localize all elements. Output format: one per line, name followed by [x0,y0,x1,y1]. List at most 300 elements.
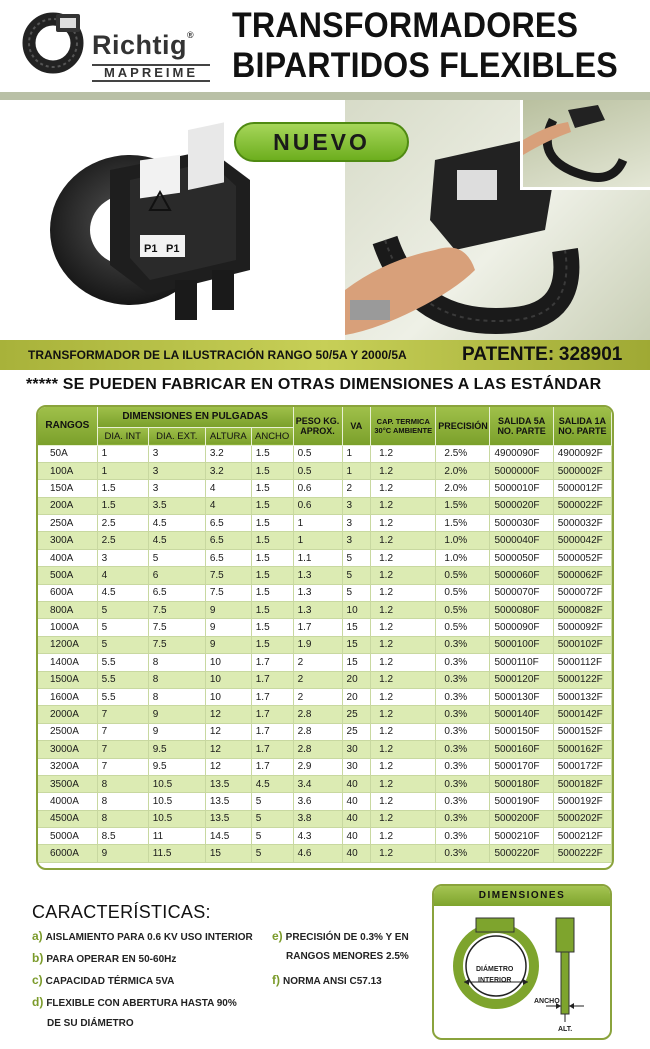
table-cell: 1 [293,532,342,549]
table-cell: 800A [38,602,97,619]
table-cell: 0.5% [436,619,490,636]
table-cell: 5 [342,549,371,566]
brand-subtitle: MAPREIME [92,64,210,82]
table-cell: 1.2 [371,810,436,827]
page-title-line1: TRANSFORMADORES [232,6,579,45]
dimensions-title: DIMENSIONES [434,886,610,906]
table-cell: 0.3% [436,688,490,705]
table-row [38,567,612,584]
table-cell: 1.5 [251,619,293,636]
table-cell: 50A [38,445,97,462]
table-cell: 2.9 [293,758,342,775]
table-cell: 0.3% [436,741,490,758]
table-cell: 4900092F [553,445,611,462]
table-cell: 5000070F [490,584,553,601]
table-cell: 400A [38,549,97,566]
table-cell: 5 [342,567,371,584]
table-row [38,532,612,549]
table-cell: 5 [251,793,293,810]
header-altura: ALTURA [205,427,251,445]
table-cell: 5000122F [553,671,611,688]
table-cell: 1.1 [293,549,342,566]
table-cell: 10.5 [148,793,205,810]
specs-table [36,405,614,870]
table-cell: 0.3% [436,671,490,688]
table-cell: 3 [342,515,371,532]
table-cell: 1.5 [251,480,293,497]
table-cell: 6000A [38,845,97,862]
table-cell: 40 [342,793,371,810]
table-cell: 25 [342,706,371,723]
table-cell: 2 [342,480,371,497]
table-cell: 5000042F [553,532,611,549]
table-cell: 20 [342,671,371,688]
table-cell: 5 [97,619,148,636]
feature-c: c) CAPACIDAD TÉRMICA 5VA [32,973,175,987]
table-cell: 8 [97,793,148,810]
table-cell: 4.5 [148,515,205,532]
table-cell: 7 [97,741,148,758]
table-cell: 1.2 [371,480,436,497]
table-cell: 30 [342,758,371,775]
table-cell: 1.5 [251,515,293,532]
table-cell: 3200A [38,758,97,775]
header-salida-5a: SALIDA 5A NO. PARTE [490,407,553,445]
table-cell: 6.5 [205,515,251,532]
table-cell: 1.5 [97,497,148,514]
table-row [38,602,612,619]
table-cell: 1.5% [436,515,490,532]
table-cell: 7.5 [148,619,205,636]
table-cell: 1.2 [371,671,436,688]
table-cell: 5.5 [97,688,148,705]
table-cell: 10 [205,654,251,671]
table-cell: 1.2 [371,462,436,479]
table-cell: 5000132F [553,688,611,705]
table-cell: 3000A [38,741,97,758]
table-row [38,462,612,479]
table-row [38,515,612,532]
table-cell: 4.5 [97,584,148,601]
table-row [38,793,612,810]
table-cell: 10.5 [148,810,205,827]
table-cell: 12 [205,741,251,758]
table-cell: 7.5 [148,602,205,619]
table-cell: 1200A [38,636,97,653]
dim-ancho-label: ANCHO [534,998,560,1005]
table-cell: 1.7 [251,688,293,705]
table-cell: 0.6 [293,497,342,514]
table-cell: 11.5 [148,845,205,862]
table-cell: 1.2 [371,706,436,723]
table-cell: 1.2 [371,602,436,619]
table-cell: 1500A [38,671,97,688]
table-cell: 40 [342,810,371,827]
table-cell: 5000012F [553,480,611,497]
table-cell: 1.5% [436,497,490,514]
table-cell: 0.3% [436,775,490,792]
table-cell: 1.0% [436,549,490,566]
table-cell: 30 [342,741,371,758]
header [0,0,650,92]
table-cell: 1.2 [371,584,436,601]
table-cell: 5000200F [490,810,553,827]
table-row [38,654,612,671]
table-cell: 150A [38,480,97,497]
table-cell: 0.3% [436,828,490,845]
table-cell: 1.2 [371,497,436,514]
table-cell: 1.2 [371,723,436,740]
table-cell: 300A [38,532,97,549]
table-cell: 3.8 [293,810,342,827]
custom-dimensions-notice: ***** SE PUEDEN FABRICAR EN OTRAS DIMENSIONES A LAS ESTÁNDAR [26,376,602,393]
table-cell: 5000130F [490,688,553,705]
table-cell: 5 [251,845,293,862]
table-cell: 9 [205,636,251,653]
table-cell: 0.6 [293,480,342,497]
dim-interior-label: INTERIOR [478,977,512,984]
table-row [38,584,612,601]
table-cell: 8 [148,654,205,671]
specs-table-body [38,445,612,862]
feature-e: e) PRECISIÓN DE 0.3% Y EN [272,929,409,943]
table-cell: 1.5 [251,532,293,549]
table-cell: 1.2 [371,793,436,810]
table-cell: 1.7 [251,654,293,671]
table-cell: 2.0% [436,480,490,497]
header-peso: PESO KG. APROX. [293,407,342,445]
table-cell: 1.7 [251,741,293,758]
table-row [38,619,612,636]
table-cell: 4 [205,480,251,497]
table-cell: 5 [342,584,371,601]
feature-a: a) AISLAMIENTO PARA 0.6 KV USO INTERIOR [32,929,253,943]
table-cell: 2.0% [436,462,490,479]
table-cell: 250A [38,515,97,532]
table-cell: 1.7 [251,758,293,775]
table-cell: 11 [148,828,205,845]
table-cell: 5000170F [490,758,553,775]
table-cell: 0.3% [436,810,490,827]
table-cell: 5000172F [553,758,611,775]
logo-coil-icon [20,10,86,76]
table-cell: 8 [97,775,148,792]
table-cell: 0.3% [436,706,490,723]
table-row [38,636,612,653]
table-cell: 5 [148,549,205,566]
table-cell: 5000140F [490,706,553,723]
brand-name: Richtig® [92,30,195,60]
table-cell: 1.7 [293,619,342,636]
table-cell: 6 [148,567,205,584]
table-cell: 2.5 [97,515,148,532]
table-cell: 8 [148,688,205,705]
p1-label-b: P1 [166,243,180,255]
table-cell: 5000212F [553,828,611,845]
table-cell: 1.2 [371,567,436,584]
table-cell: 1.2 [371,532,436,549]
table-cell: 9 [205,602,251,619]
table-cell: 1 [97,462,148,479]
table-cell: 5000052F [553,549,611,566]
table-cell: 1.0% [436,532,490,549]
table-cell: 0.3% [436,654,490,671]
table-cell: 1.2 [371,775,436,792]
table-cell: 5 [251,810,293,827]
table-cell: 5 [97,602,148,619]
table-row [38,741,612,758]
header-ancho: ANCHO [251,427,293,445]
table-cell: 200A [38,497,97,514]
table-cell: 8 [148,671,205,688]
table-row [38,688,612,705]
table-cell: 0.3% [436,845,490,862]
table-cell: 1 [97,445,148,462]
table-cell: 5.5 [97,654,148,671]
table-cell: 2 [293,654,342,671]
features-title: CARACTERÍSTICAS: [32,902,211,922]
table-row [38,828,612,845]
feature-d: d) FLEXIBLE CON ABERTURA HASTA 90% [32,995,237,1009]
table-cell: 1.7 [251,723,293,740]
table-cell: 5000072F [553,584,611,601]
table-cell: 3.6 [293,793,342,810]
table-cell: 1.5 [251,445,293,462]
table-cell: 1.7 [251,671,293,688]
table-cell: 5000062F [553,567,611,584]
table-cell: 20 [342,688,371,705]
dimensions-diagram [432,884,612,1040]
table-cell: 5000032F [553,515,611,532]
table-row [38,775,612,792]
table-cell: 1.3 [293,567,342,584]
table-cell: 1 [342,462,371,479]
table-cell: 6.5 [148,584,205,601]
table-cell: 1.5 [251,567,293,584]
table-cell: 5000030F [490,515,553,532]
table-cell: 1.2 [371,845,436,862]
table-cell: 5000202F [553,810,611,827]
caption-band [0,340,650,370]
header-rangos: RANGOS [38,407,97,445]
table-cell: 3 [148,445,205,462]
table-cell: 4.6 [293,845,342,862]
table-cell: 1.5 [251,497,293,514]
table-cell: 1.7 [251,706,293,723]
table-cell: 1.2 [371,828,436,845]
table-cell: 5000010F [490,480,553,497]
table-cell: 10 [205,671,251,688]
dimensions-drawing [434,906,610,1038]
table-cell: 7 [97,706,148,723]
table-row [38,497,612,514]
dim-diametro-label: DIÁMETRO [476,966,514,973]
table-cell: 2 [293,688,342,705]
table-cell: 1 [293,515,342,532]
table-row [38,723,612,740]
table-cell: 5000000F [490,462,553,479]
table-cell: 0.5% [436,584,490,601]
table-cell: 5000180F [490,775,553,792]
table-cell: 6.5 [205,532,251,549]
table-cell: 15 [342,636,371,653]
table-cell: 1.2 [371,688,436,705]
table-cell: 6.5 [205,549,251,566]
table-cell: 2000A [38,706,97,723]
table-cell: 1.2 [371,549,436,566]
table-cell: 1.5 [251,462,293,479]
transformer-photo-inset [520,100,650,190]
table-cell: 5 [251,828,293,845]
table-cell: 12 [205,706,251,723]
table-cell: 1.2 [371,636,436,653]
feature-b: b) PARA OPERAR EN 50-60Hz [32,951,177,965]
table-cell: 5000A [38,828,97,845]
feature-f: f) NORMA ANSI C57.13 [272,973,382,987]
table-cell: 1400A [38,654,97,671]
table-cell: 5000060F [490,567,553,584]
table-cell: 9 [97,845,148,862]
table-cell: 15 [205,845,251,862]
table-cell: 5000142F [553,706,611,723]
table-cell: 10 [342,602,371,619]
table-cell: 5000220F [490,845,553,862]
table-cell: 9 [148,723,205,740]
table-row [38,845,612,862]
table-row [38,445,612,462]
header-va: VA [342,407,371,445]
table-cell: 1.2 [371,445,436,462]
table-cell: 1.5 [251,602,293,619]
new-badge: NUEVO [234,122,409,162]
table-cell: 1.2 [371,654,436,671]
table-cell: 13.5 [205,775,251,792]
table-cell: 1600A [38,688,97,705]
table-cell: 8 [97,810,148,827]
table-cell: 12 [205,723,251,740]
header-dia-ext: DIA. EXT. [148,427,205,445]
table-cell: 3.2 [205,462,251,479]
table-cell: 10.5 [148,775,205,792]
table-cell: 2500A [38,723,97,740]
table-cell: 5000102F [553,636,611,653]
table-cell: 0.3% [436,793,490,810]
table-cell: 25 [342,723,371,740]
table-cell: 7 [97,723,148,740]
table-cell: 40 [342,828,371,845]
table-cell: 600A [38,584,97,601]
table-cell: 3 [148,462,205,479]
table-cell: 4 [205,497,251,514]
table-cell: 9.5 [148,758,205,775]
table-cell: 2.5% [436,445,490,462]
header-salida-1a: SALIDA 1A NO. PARTE [553,407,611,445]
header-cap-termica: CAP. TERMICA 30°C AMBIENTE [371,407,436,445]
table-row [38,758,612,775]
table-cell: 1.3 [293,602,342,619]
table-cell: 0.5 [293,445,342,462]
table-cell: 3 [148,480,205,497]
table-cell: 3.5 [148,497,205,514]
table-cell: 13.5 [205,793,251,810]
table-cell: 5000022F [553,497,611,514]
table-cell: 0.3% [436,636,490,653]
table-cell: 9 [148,706,205,723]
table-cell: 2.8 [293,706,342,723]
feature-d-cont: DE SU DIÁMETRO [47,1018,134,1029]
table-cell: 5.5 [97,671,148,688]
table-cell: 100A [38,462,97,479]
table-cell: 1.9 [293,636,342,653]
table-cell: 7 [97,758,148,775]
table-cell: 5000182F [553,775,611,792]
product-photos [0,92,650,340]
table-row [38,671,612,688]
table-cell: 4.5 [148,532,205,549]
table-cell: 4900090F [490,445,553,462]
table-cell: 5000090F [490,619,553,636]
table-cell: 5000120F [490,671,553,688]
dim-alt-label: ALT. [558,1026,573,1033]
patent-number: 328901 [558,344,623,365]
table-cell: 5 [97,636,148,653]
table-cell: 5000020F [490,497,553,514]
table-cell: 5000152F [553,723,611,740]
table-cell: 15 [342,619,371,636]
table-cell: 1.5 [251,584,293,601]
table-cell: 40 [342,775,371,792]
table-cell: 5000150F [490,723,553,740]
table-cell: 0.5% [436,602,490,619]
table-cell: 7.5 [205,567,251,584]
table-cell: 3.4 [293,775,342,792]
header-precision: PRECISIÓN [436,407,490,445]
table-cell: 5000190F [490,793,553,810]
table-cell: 500A [38,567,97,584]
table-cell: 1.5 [251,636,293,653]
p1-label-a: P1 [144,243,158,255]
table-cell: 5000100F [490,636,553,653]
header-dia-int: DIA. INT [97,427,148,445]
table-cell: 2.5 [97,532,148,549]
table-row [38,706,612,723]
table-cell: 3.2 [205,445,251,462]
table-cell: 1.3 [293,584,342,601]
table-cell: 1.2 [371,758,436,775]
table-cell: 4000A [38,793,97,810]
table-cell: 12 [205,758,251,775]
table-cell: 15 [342,654,371,671]
illustration-caption: TRANSFORMADOR DE LA ILUSTRACIÓN RANGO 50/5A Y 2000/5A [28,348,407,362]
table-cell: 0.3% [436,723,490,740]
table-cell: 5000040F [490,532,553,549]
table-cell: 0.3% [436,758,490,775]
table-cell: 7.5 [148,636,205,653]
table-cell: 2.8 [293,723,342,740]
table-cell: 3 [97,549,148,566]
table-cell: 5000222F [553,845,611,862]
table-cell: 5000192F [553,793,611,810]
table-cell: 5000080F [490,602,553,619]
table-cell: 1.5 [97,480,148,497]
table-cell: 4500A [38,810,97,827]
table-cell: 2 [293,671,342,688]
table-cell: 1.5 [251,549,293,566]
feature-e-cont: RANGOS MENORES 2.5% [286,951,409,962]
table-cell: 0.5% [436,567,490,584]
table-cell: 5000092F [553,619,611,636]
table-row [38,549,612,566]
